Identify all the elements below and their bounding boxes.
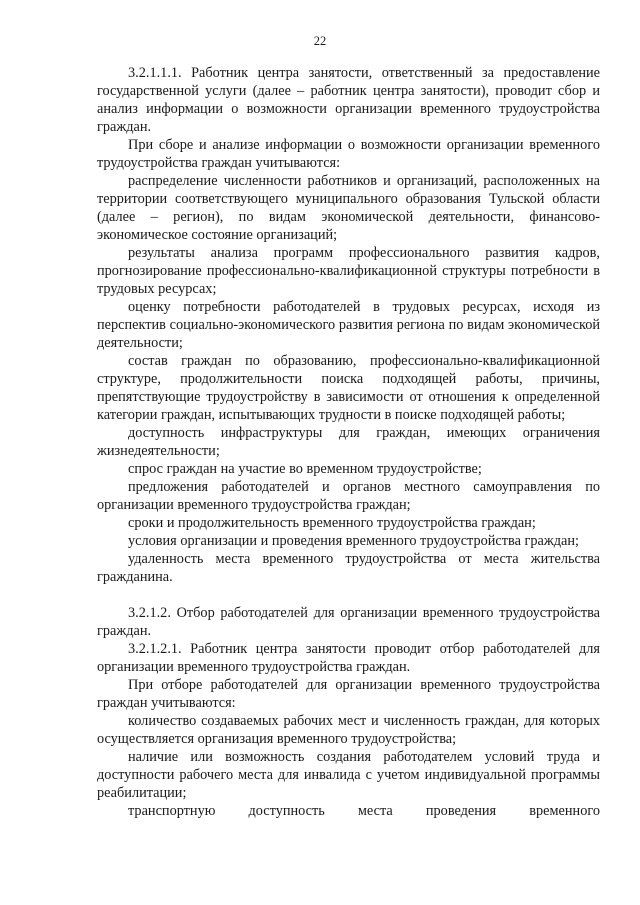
list-item: распределение численности работников и организаций, расположенных на территории соответствующего муниципального образования Тульской области (далее – регион), по видам экономической деятельности, финансово-экономическое состояние организаций; (97, 173, 600, 243)
list-item: доступность инфраструктуры для граждан, имеющих ограничения жизнедеятельности; (97, 425, 600, 459)
page-number: 22 (313, 34, 327, 48)
list-item: удаленность места временного трудоустройства от места жительства гражданина. (97, 551, 600, 585)
list-item: условия организации и проведения временного трудоустройства граждан; (128, 533, 579, 549)
list-item: транспортную доступность места проведения временного (128, 803, 600, 819)
paragraph: При сборе и анализе информации о возможности организации временного трудоустройства граждан учитываются: (97, 137, 600, 171)
list-item: оценку потребности работодателей в трудовых ресурсах, исходя из перспектив социально-экономического развития региона по видам экономической деятельности; (97, 299, 600, 351)
list-item: результаты анализа программ профессионального развития кадров, прогнозирование профессионально-квалификационной структуры потребности в трудовых ресурсах; (97, 245, 600, 297)
list-item: наличие или возможность создания работодателем условий труда и доступности рабочего места для инвалида с учетом индивидуальной программы реабилитации; (97, 749, 600, 801)
list-item: количество создаваемых рабочих мест и численность граждан, для которых осуществляется организация временного трудоустройства; (97, 713, 600, 747)
paragraph: 3.2.1.1.1. Работник центра занятости, ответственный за предоставление государственной услуги (далее – работник центра занятости), проводит сбор и анализ информации о возможности организации временного трудоустройства граждан. (97, 65, 600, 135)
section-heading: 3.2.1.2. Отбор работодателей для организации временного трудоустройства граждан. (97, 605, 600, 639)
paragraph: При отборе работодателей для организации временного трудоустройства граждан учитываются: (97, 677, 600, 711)
paragraph-spacer (97, 586, 600, 604)
list-item: спрос граждан на участие во временном трудоустройстве; (128, 461, 482, 477)
list-item: сроки и продолжительность временного трудоустройства граждан; (128, 515, 536, 531)
list-item: состав граждан по образованию, профессионально-квалификационной структуре, продолжительности поиска подходящей работы, причины, препятствующие трудоустройству в зависимости от отношения к определенной категории граждан, испытывающих трудности в поиске подходящей работы; (97, 353, 600, 423)
paragraph: 3.2.1.2.1. Работник центра занятости проводит отбор работодателей для организации временного трудоустройства граждан. (97, 641, 600, 675)
document-body (97, 64, 600, 820)
list-item: предложения работодателей и органов местного самоуправления по организации временного трудоустройства граждан; (97, 479, 600, 513)
